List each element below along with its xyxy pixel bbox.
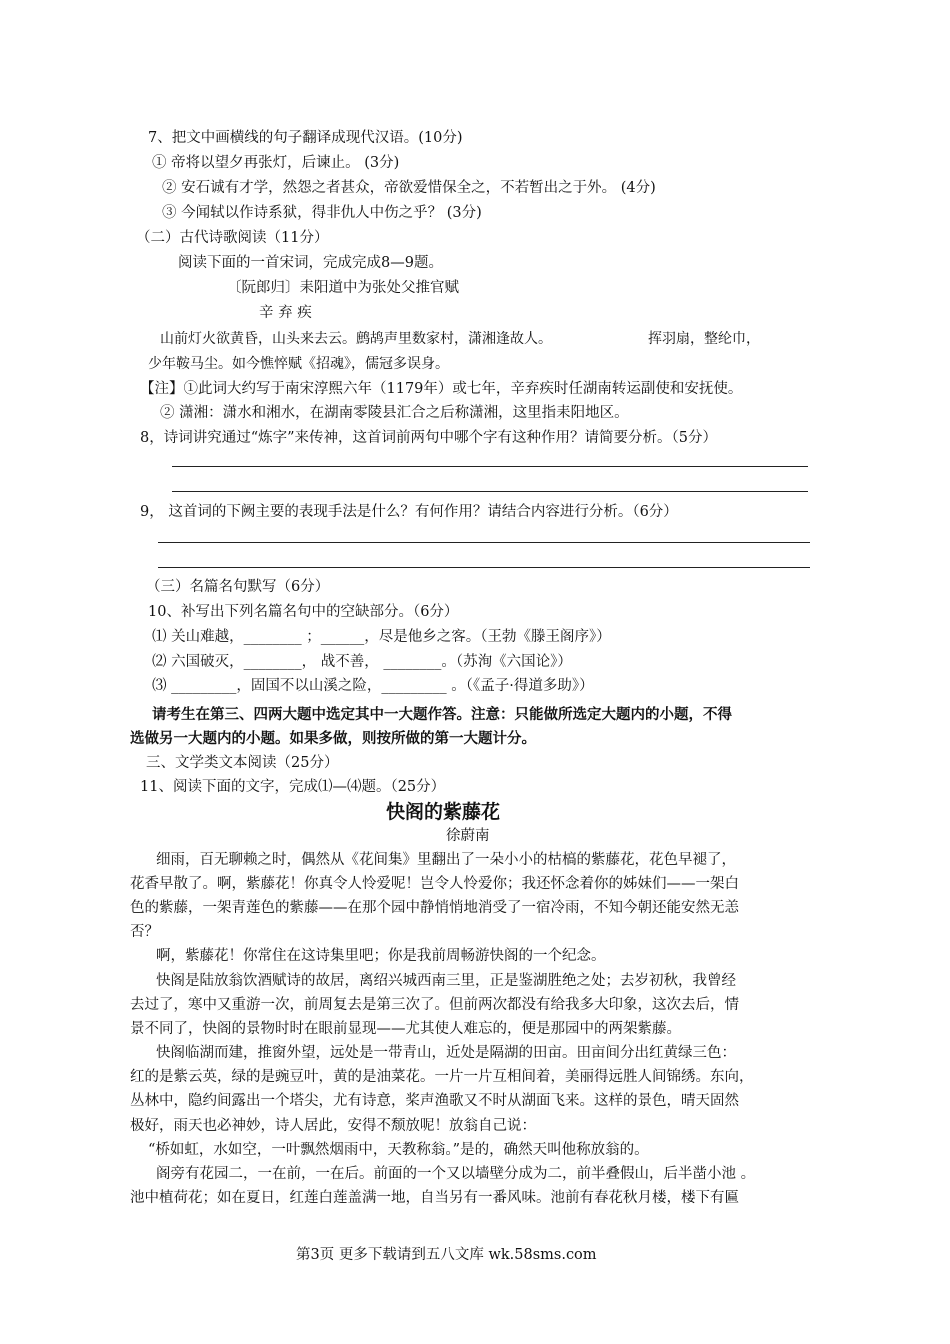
article-line: 啊，紫藤花！你常住在这诗集里吧；你是我前周畅游快阁的一个纪念。 (156, 948, 606, 964)
q10-item-1: ⑴ 关山难越，________ ；______，尽是他乡之客。（王勃《滕王阁序》） (152, 629, 611, 645)
article-line: 极好，雨天也必神妙，诗人居此，安得不颓放呢！放翁自己说： (130, 1118, 536, 1134)
q7-stem: 7、把文中画横线的句子翻译成现代汉语。(10分) (148, 130, 463, 146)
article-line: “桥如虹，水如空，一叶飘然烟雨中，天教称翁。”是的，确然天叫他称放翁的。 (148, 1142, 649, 1158)
section-3-heading: （三）名篇名句默写（6分） (146, 579, 330, 595)
article-line: 去过了，寒中又重游一次，前周复去是第三次了。但前两次都没有给我多大印象，这次去后，情 (130, 997, 739, 1013)
q8-answer-line-2[interactable] (172, 491, 808, 492)
q11-stem: 11、阅读下面的文字，完成⑴—⑷题。（25分） (140, 779, 446, 795)
article-title: 快阁的紫藤花 (386, 801, 501, 823)
article-line: 快阁临湖而建，推窗外望，远处是一带青山，近处是隔湖的田亩。田亩间分出红黄绿三色： (156, 1045, 736, 1061)
poet-name: 辛 弃 疾 (259, 305, 312, 321)
q9-answer-line-1[interactable] (158, 542, 810, 543)
article-line: 丛林中，隐约间露出一个塔尖，尤有诗意，桨声渔歌又不时从湖面飞来。这样的景色，晴天固然 (130, 1093, 739, 1109)
poem-line-1b: 挥羽扇，整纶巾， (648, 331, 760, 347)
section-2-heading: （二）古代诗歌阅读（11分） (136, 230, 329, 246)
q7-item-3: ③ 今闻轼以作诗系狱，得非仇人中伤之乎？ (3分) (162, 205, 482, 221)
article-line: 色的紫藤，一架青莲色的紫藤——在那个园中静悄悄地消受了一宿冷雨，不知今朝还能安然无恙 (130, 900, 739, 916)
page-footer: 第3页 更多下载请到五八文库 wk.58sms.com (296, 1247, 597, 1263)
article-line: 否？ (130, 924, 159, 940)
poem-line-1: 山前灯火欲黄昏，山头来去云。鹧鸪声里数家村，潇湘逢故人。 (160, 331, 552, 347)
notice-line-2: 选做另一大题内的小题。如果多做，则按所做的第一大题计分。 (130, 730, 536, 747)
q10-item-2: ⑵ 六国破灭，________， 战不善， ________。（苏洵《六国论》） (152, 654, 572, 670)
q9-text: 9， 这首词的下阙主要的表现手法是什么？有何作用？请结合内容进行分析。（6分） (140, 504, 678, 520)
part-3-heading: 三、文学类文本阅读（25分） (146, 755, 339, 771)
poetry-intro: 阅读下面的一首宋词，完成完成8—9题。 (178, 255, 443, 271)
poem-note-2: ② 潇湘：潇水和湘水，在湖南零陵县汇合之后称潇湘，这里指耒阳地区。 (160, 405, 629, 421)
article-line: 快阁是陆放翁饮酒赋诗的故居，离绍兴城西南三里，正是鉴湖胜绝之处；去岁初秋，我曾经 (156, 973, 736, 989)
q8-text: 8，诗词讲究通过“炼字”来传神，这首词前两句中哪个字有这种作用？请简要分析。（5分） (140, 430, 718, 446)
q9-answer-line-2[interactable] (158, 567, 810, 568)
article-line: 池中植荷花；如在夏日，红莲白莲盖满一地，自当另有一番风味。池前有春花秋月楼，楼下有匾 (130, 1190, 739, 1206)
notice-line-1: 请考生在第三、四两大题中选定其中一大题作答。注意：只能做所选定大题内的小题，不得 (152, 706, 732, 723)
q10-item-3: ⑶ _________，固国不以山溪之险，_________ 。（《孟子·得道多助》） (152, 678, 594, 694)
q7-item-1: ① 帝将以望夕再张灯，后谏止。 (3分) (152, 155, 400, 171)
q7-item-2: ② 安石诚有才学，然怨之者甚众，帝欲爱惜保全之，不若暂出之于外。 (4分) (162, 180, 656, 196)
article-line: 红的是紫云英，绿的是豌豆叶，黄的是油菜花。一片一片互相间着，美丽得远胜人间锦绣。东向， (130, 1069, 754, 1085)
article-line: 阁旁有花园二，一在前，一在后。前面的一个又以墙壁分成为二，前半叠假山，后半凿小池 。 (156, 1166, 756, 1182)
article-author: 徐蔚南 (446, 828, 490, 844)
article-line: 细雨，百无聊赖之时，偶然从《花间集》里翻出了一朵小小的枯槁的紫藤花，花色早褪了， (156, 852, 736, 868)
q8-answer-line-1[interactable] (172, 466, 808, 467)
poem-line-2: 少年鞍马尘。如今憔悴赋《招魂》，儒冠多误身。 (148, 356, 449, 372)
article-line: 花香早散了。啊，紫藤花！你真令人怜爱呢！岂令人怜爱你；我还怀念着你的姊妹们——一架白 (130, 876, 739, 892)
poem-title: 〔阮郎归〕耒阳道中为张处父推官赋 (227, 280, 459, 296)
q10-stem: 10、补写出下列名篇名句中的空缺部分。（6分） (148, 604, 459, 620)
article-line: 景不同了，快阁的景物时时在眼前显现——尤其使人难忘的，便是那园中的两架紫藤。 (130, 1021, 681, 1037)
poem-note-1: 【注】①此词大约写于南宋淳熙六年（1179年）或七年，辛弃疾时任湖南转运副使和安抚使。 (140, 381, 743, 397)
